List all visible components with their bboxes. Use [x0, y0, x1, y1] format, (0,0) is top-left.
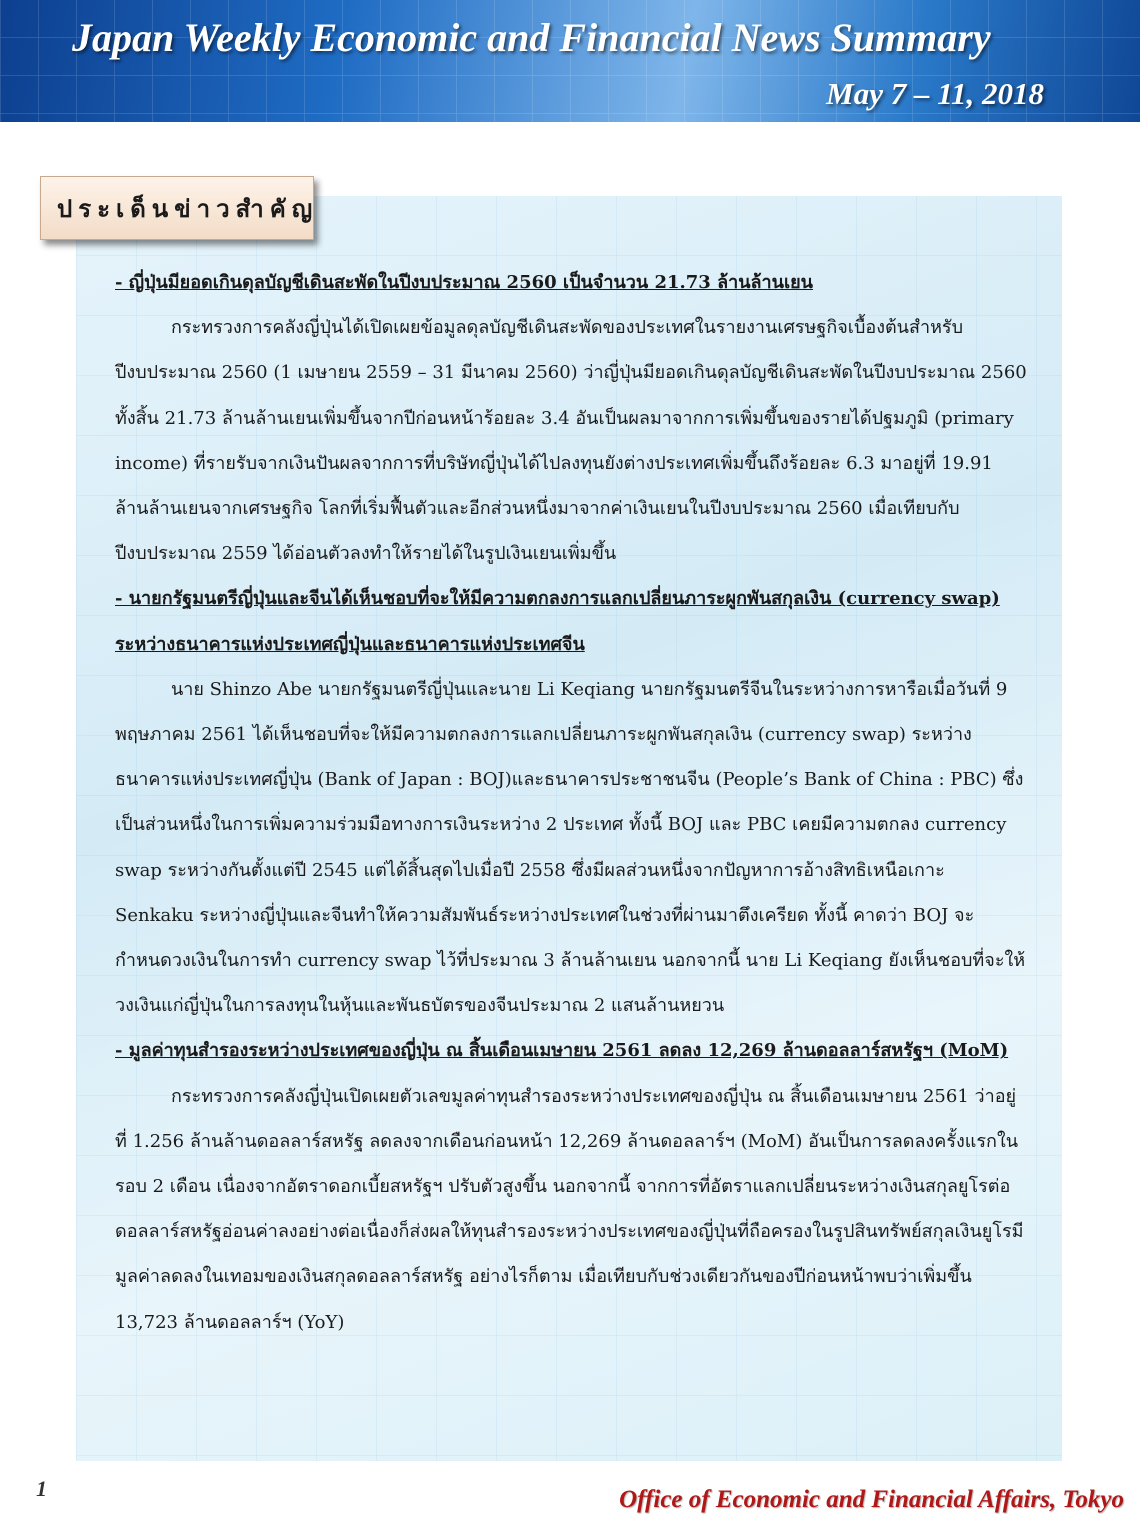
- page-number: 1: [36, 1476, 47, 1501]
- header-banner: [0, 0, 1140, 122]
- article-headline: - นายกรัฐมนตรีญี่ปุ่นและจีนได้เห็นชอบที่จะให้มีความตกลงการแลกเปลี่ยนภาระผูกพันสกุลเงิน (currency swap) ระหว่างธนาคารแห่งประเทศญี่ปุ่นและธนาคารแห่งประเทศจีน: [115, 588, 1000, 655]
- article-currency-swap: [115, 576, 1027, 1028]
- article-foreign-reserves: [115, 1028, 1027, 1344]
- section-tab: [40, 176, 319, 240]
- article-body: นาย Shinzo Abe นายกรัฐมนตรีญี่ปุ่นและนาย Li Keqiang นายกรัฐมนตรีจีนในระหว่างการหารือเมื่อวันที่ 9 พฤษภาคม 2561 ได้เห็นชอบที่จะให้มีความตกลงการแลกเปลี่ยนภาระผูกพันสกุลเงิน (currency swap) ระหว่างธนาคารแห่งประเทศญี่ปุ่น (Bank of Japan : BOJ)และธนาคารประชาชนจีน (People’s Bank of China : PBC) ซึ่งเป็นส่วนหนึ่งในการเพิ่มความร่วมมือทางการเงินระหว่าง 2 ประเทศ ทั้งนี้ BOJ และ PBC เคยมีความตกลง currency swap ระหว่างกันตั้งแต่ปี 2545 แต่ได้สิ้นสุดไปเมื่อปี 2558 ซึ่งมีผลส่วนหนึ่งจากปัญหาการอ้างสิทธิเหนือเกาะ Senkaku ระหว่างญี่ปุ่นและจีนทำให้ความสัมพันธ์ระหว่างประเทศในช่วงที่ผ่านมาตึงเครียด ทั้งนี้ คาดว่า BOJ จะกำหนดวงเงินในการทำ currency swap ไว้ที่ประมาณ 3 ล้านล้านเยน นอกจากนี้ นาย Li Keqiang ยังเห็นชอบที่จะให้วงเงินแก่ญี่ปุ่นในการลงทุนในหุ้นและพันธบัตรของจีนประมาณ 2 แสนล้านหยวน: [115, 678, 1026, 1017]
- article-body: กระทรวงการคลังญี่ปุ่นได้เปิดเผยข้อมูลดุลบัญชีเดินสะพัดของประเทศในรายงานเศรษฐกิจเบื้องต้นสำหรับปีงบประมาณ 2560 (1 เมษายน 2559 – 31 มีนาคม 2560) ว่าญี่ปุ่นมียอดเกินดุลบัญชีเดินสะพัดในปีงบประมาณ 2560 ทั้งสิ้น 21.73 ล้านล้านเยนเพิ่มขึ้นจากปีก่อนหน้าร้อยละ 3.4 อันเป็นผลมาจากการเพิ่มขึ้นของรายได้ปฐมภูมิ (primary income) ที่รายรับจากเงินปันผลจากการที่บริษัทญี่ปุ่นได้ไปลงทุนยังต่างประเทศเพิ่มขึ้นถึงร้อยละ 6.3 มาอยู่ที่ 19.91 ล้านล้านเยนจากเศรษฐกิจ โลกที่เริ่มฟื้นตัวและอีกส่วนหนึ่งมาจากค่าเงินเยนในปีงบประมาณ 2560 เมื่อเทียบกับปีงบประมาณ 2559 ได้อ่อนตัวลงทำให้รายได้ในรูปเงินเยนเพิ่มขึ้น: [115, 317, 1027, 565]
- footer-office-name: Office of Economic and Financial Affairs, Tokyo: [619, 1486, 1124, 1513]
- article-headline: - ญี่ปุ่นมียอดเกินดุลบัญชีเดินสะพัดในปีงบประมาณ 2560 เป็นจำนวน 21.73 ล้านล้านเยน: [115, 272, 813, 293]
- news-body: [115, 260, 1027, 1345]
- article-headline: - มูลค่าทุนสำรองระหว่างประเทศของญี่ปุ่น ณ สิ้นเดือนเมษายน 2561 ลดลง 12,269 ล้านดอลลาร์สหรัฐฯ (MoM): [115, 1040, 1009, 1062]
- article-body: กระทรวงการคลังญี่ปุ่นเปิดเผยตัวเลขมูลค่าทุนสำรองระหว่างประเทศของญี่ปุ่น ณ สิ้นเดือนเมษายน 2561 ว่าอยู่ที่ 1.256 ล้านล้านดอลลาร์สหรัฐ ลดลงจากเดือนก่อนหน้า 12,269 ล้านดอลลาร์ฯ (MoM) อันเป็นการลดลงครั้งแรกในรอบ 2 เดือน เนื่องจากอัตราดอกเบี้ยสหรัฐฯ ปรับตัวสูงขึ้น นอกจากนี้ จากการที่อัตราแลกเปลี่ยนระหว่างเงินสกุลยูโรต่อดอลลาร์สหรัฐอ่อนค่าลงอย่างต่อเนื่องก็ส่งผลให้ทุนสำรองระหว่างประเทศของญี่ปุ่นที่ถือครองในรูปสินทรัพย์สกุลเงินยูโรมีมูลค่าลดลงในเทอมของเงินสกุลดอลลาร์สหรัฐ อย่างไรก็ตาม เมื่อเทียบกับช่วงเดียวกันของปีก่อนหน้าพบว่าเพิ่มขึ้น 13,723 ล้านดอลลาร์ฯ (YoY): [115, 1085, 1024, 1333]
- section-label: ประเด็นข่าวสำคัญ: [57, 195, 319, 223]
- newsletter-date: May 7 – 11, 2018: [826, 76, 1044, 111]
- newsletter-title: Japan Weekly Economic and Financial News Summary: [72, 15, 991, 60]
- article-current-account: [115, 260, 1027, 576]
